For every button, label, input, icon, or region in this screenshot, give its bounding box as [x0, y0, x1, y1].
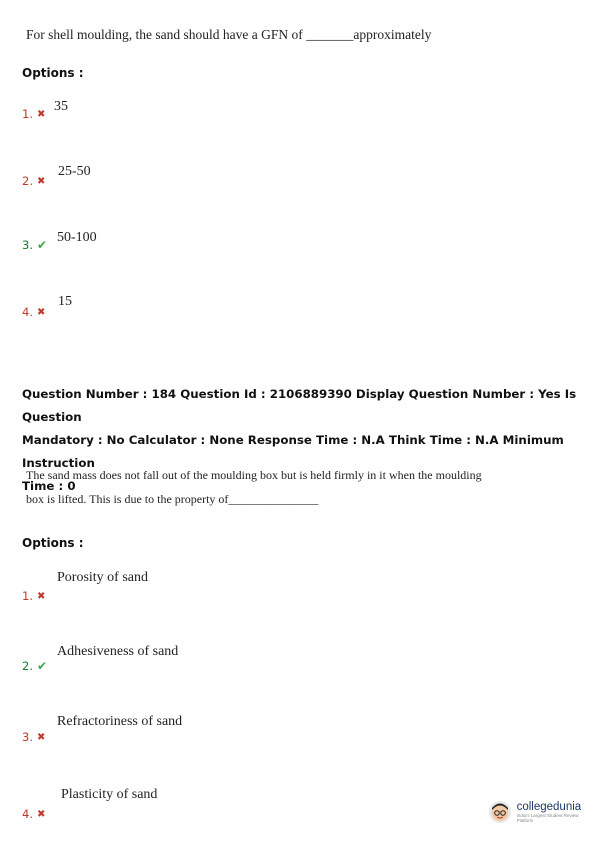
logo-name: collegedunia — [516, 801, 582, 813]
option-number: 2. — [22, 174, 33, 188]
option-number: 3. — [22, 730, 33, 744]
question-text-line: The sand mass does not fall out of the moulding box but is held firmly in it when the moulding — [26, 468, 482, 482]
cross-icon: ✖ — [36, 731, 46, 743]
check-icon: ✔ — [36, 659, 48, 673]
cross-icon: ✖ — [36, 808, 46, 820]
option-3-value: 50-100 — [57, 230, 97, 245]
cross-icon: ✖ — [36, 590, 46, 602]
option-number: 2. — [22, 659, 33, 673]
option-2-number — [22, 659, 47, 673]
cross-icon: ✖ — [36, 306, 46, 318]
options-label: Options : — [22, 536, 84, 550]
options-label: Options : — [22, 66, 84, 80]
collegedunia-logo — [489, 801, 595, 824]
logo-tagline: India's Largest Student Review Platform — [516, 812, 579, 823]
option-2-value: 25-50 — [58, 164, 91, 179]
question-text: For shell moulding, the sand should have a GFN of _______approximately — [26, 27, 432, 42]
option-4-value: Plasticity of sand — [61, 787, 158, 802]
option-2-number — [22, 174, 45, 188]
option-3-value: Refractoriness of sand — [57, 714, 183, 729]
option-1-number — [22, 589, 45, 603]
option-number: 1. — [22, 107, 33, 121]
option-number: 1. — [22, 589, 33, 603]
question-text-line: box is lifted. This is due to the property of_______________ — [26, 492, 319, 506]
option-4-number — [22, 807, 45, 821]
option-number: 4. — [22, 807, 33, 821]
meta-line: Question Number : 184 Question Id : 2106889390 Display Question Number : Yes Is Question — [22, 387, 577, 424]
cross-icon: ✖ — [36, 175, 46, 187]
option-2-value: Adhesiveness of sand — [57, 644, 179, 659]
option-1-number — [22, 107, 45, 121]
option-1-value: 35 — [54, 99, 68, 114]
option-3-number — [22, 238, 47, 252]
question-text — [26, 463, 586, 511]
meta-line: Time : 0 — [22, 479, 76, 493]
option-3-number — [22, 730, 45, 744]
cross-icon: ✖ — [36, 108, 46, 120]
option-4-value: 15 — [58, 294, 72, 309]
option-number: 4. — [22, 305, 33, 319]
option-4-number — [22, 305, 45, 319]
meta-line: Mandatory : No Calculator : None Response Time : N.A Think Time : N.A Minimum Instruction — [22, 433, 564, 470]
option-number: 3. — [22, 238, 33, 252]
option-1-value: Porosity of sand — [57, 570, 148, 585]
check-icon: ✔ — [36, 238, 48, 252]
mascot-icon — [489, 801, 511, 823]
